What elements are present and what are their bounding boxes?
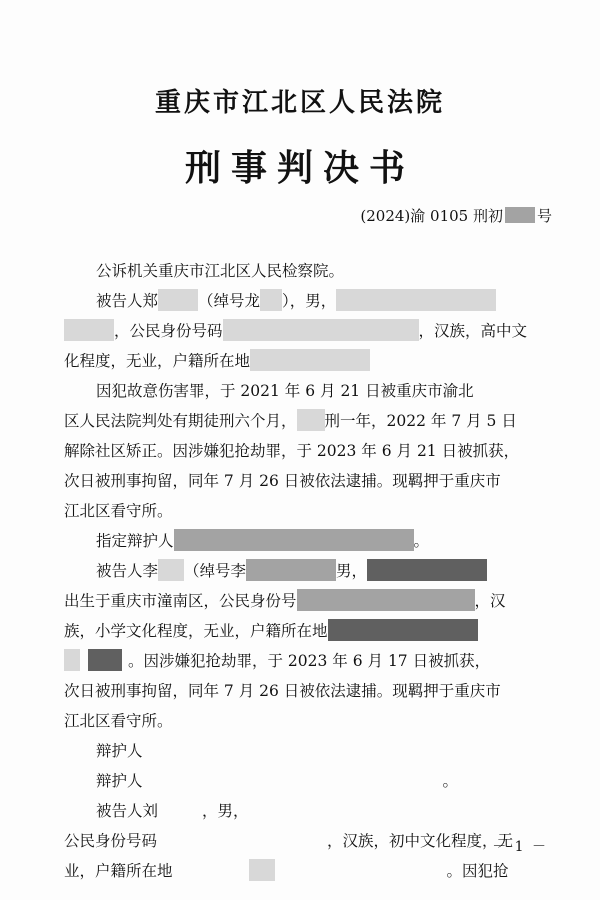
redaction-block bbox=[158, 289, 198, 311]
redaction-block bbox=[158, 559, 184, 581]
judgment-body bbox=[64, 256, 550, 886]
defendant-li-line-6 bbox=[64, 706, 550, 736]
redaction-block bbox=[223, 319, 419, 341]
text-segment: ，汉 bbox=[474, 592, 506, 610]
text-segment: 被告人郑 bbox=[96, 292, 159, 310]
prosecutor-line bbox=[64, 256, 550, 286]
text-segment: （绰号龙 bbox=[198, 292, 261, 310]
defendant-li-line-2 bbox=[64, 586, 550, 616]
criminal-record-line-3 bbox=[64, 436, 550, 466]
defendant-liu-line-3 bbox=[64, 856, 550, 886]
text-segment: 。 bbox=[413, 532, 430, 550]
redaction-block bbox=[64, 649, 80, 671]
case-number-prefix: (2024)渝 0105 刑初 bbox=[360, 207, 503, 225]
text-segment: 业，户籍所在地 bbox=[64, 862, 173, 880]
text-segment: 区人民法院判处有期徒刑六个月， bbox=[64, 412, 297, 430]
text-segment: 辩护人 bbox=[96, 742, 143, 760]
text-segment: 出生于重庆市潼南区，公民身份号 bbox=[64, 592, 297, 610]
defendant-li-line-3 bbox=[64, 616, 550, 646]
redaction-block bbox=[64, 319, 114, 341]
court-name: 重庆市江北区人民法院 bbox=[154, 88, 445, 118]
text-segment: 。因涉嫌犯抢劫罪，于 2023 年 6 月 17 日被抓获， bbox=[128, 652, 491, 670]
redaction-block bbox=[174, 529, 414, 551]
text-segment: 化程度，无业，户籍所在地 bbox=[64, 352, 251, 370]
text-segment: 族，小学文化程度，无业，户籍所在地 bbox=[64, 622, 328, 640]
defendant-li-line-5 bbox=[64, 676, 550, 706]
text-segment: 指定辩护人 bbox=[96, 532, 174, 550]
redaction-block bbox=[249, 859, 275, 881]
redaction-block bbox=[336, 289, 496, 311]
redaction-block bbox=[260, 289, 282, 311]
text-segment: ，汉族，高中文 bbox=[418, 322, 528, 340]
text-segment: ），男， bbox=[282, 292, 337, 310]
redaction-block bbox=[328, 619, 478, 641]
criminal-record-line-4 bbox=[64, 466, 550, 496]
text-segment: 。因犯抢 bbox=[446, 862, 509, 880]
text-segment: 刑一年，2022 年 7 月 5 日 bbox=[324, 412, 517, 430]
page-number: － 1 － bbox=[492, 839, 548, 855]
criminal-record-line-2 bbox=[64, 406, 550, 436]
text-segment: 公民身份号码 bbox=[64, 832, 158, 850]
document-title: 刑事判决书 bbox=[184, 147, 415, 189]
text-segment: ，公民身份号码 bbox=[114, 322, 223, 340]
case-number bbox=[360, 205, 552, 226]
defendant-liu-line-1 bbox=[64, 796, 550, 826]
redaction-block bbox=[367, 559, 487, 581]
criminal-record-line-1 bbox=[64, 376, 550, 406]
text-segment: 江北区看守所。 bbox=[64, 712, 173, 730]
defendant-liu-line-2 bbox=[64, 826, 550, 856]
defender-line-1 bbox=[64, 736, 550, 766]
defendant-zheng-line-3 bbox=[64, 346, 550, 376]
text-segment: （绰号李 bbox=[184, 562, 247, 580]
text-segment: 被告人刘 bbox=[96, 802, 159, 820]
redaction-block bbox=[250, 349, 370, 371]
redaction-block bbox=[88, 649, 122, 671]
text-segment: 因犯故意伤害罪，于 2021 年 6 月 21 日被重庆市渝北 bbox=[96, 382, 474, 400]
case-number-suffix: 号 bbox=[536, 207, 552, 225]
defendant-zheng-line-2 bbox=[64, 316, 550, 346]
text-segment: 江北区看守所。 bbox=[64, 502, 173, 520]
defender-line-2 bbox=[64, 766, 550, 796]
redaction-block bbox=[297, 589, 475, 611]
defendant-li-line-1 bbox=[64, 556, 550, 586]
appointed-defender-line bbox=[64, 526, 550, 556]
text-segment: 辩护人 bbox=[96, 772, 143, 790]
defendant-li-line-4 bbox=[64, 646, 550, 676]
text-segment: 。 bbox=[442, 772, 459, 790]
criminal-record-line-5 bbox=[64, 496, 550, 526]
text-segment: 被告人李 bbox=[96, 562, 159, 580]
defendant-zheng-line-1 bbox=[64, 286, 550, 316]
text-segment: 次日被刑事拘留，同年 7 月 26 日被依法逮捕。现羁押于重庆市 bbox=[64, 472, 501, 490]
text-segment: 次日被刑事拘留，同年 7 月 26 日被依法逮捕。现羁押于重庆市 bbox=[64, 682, 501, 700]
text-segment: 男， bbox=[336, 562, 368, 580]
text-segment: 解除社区矫正。因涉嫌犯抢劫罪，于 2023 年 6 月 21 日被抓获， bbox=[64, 442, 520, 460]
redaction-block bbox=[297, 409, 325, 431]
redaction-block bbox=[505, 207, 535, 223]
text-segment: ，汉族，初中文化程度，无 bbox=[327, 832, 514, 850]
text-segment: ，男， bbox=[202, 802, 249, 820]
redaction-block bbox=[246, 559, 336, 581]
text-segment: 公诉机关重庆市江北区人民检察院。 bbox=[96, 262, 345, 280]
